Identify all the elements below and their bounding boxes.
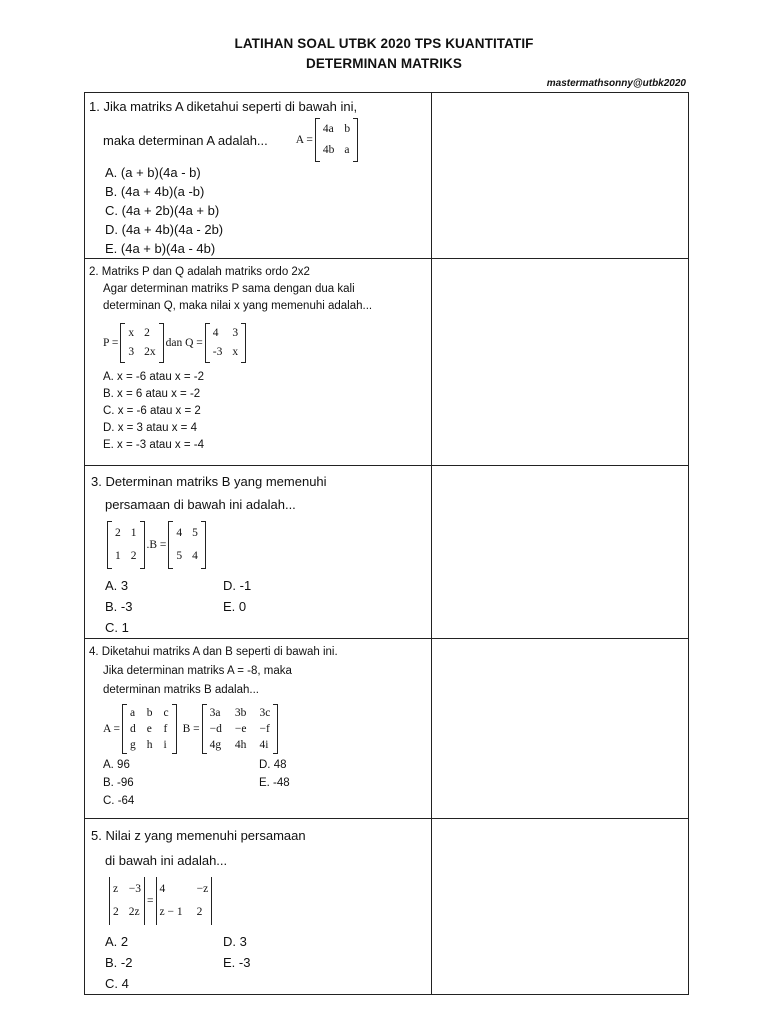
- question-table: [84, 92, 689, 995]
- question-text: maka determinan A adalah...: [103, 132, 268, 148]
- matrix-cell: 4i: [259, 739, 269, 751]
- matrix-right: [168, 521, 206, 569]
- matrix-cell: f: [163, 723, 168, 735]
- answer-cell-3: [431, 466, 688, 639]
- matrix-left: [107, 521, 145, 569]
- table-row: [85, 259, 689, 466]
- question-text: 1. Jika matriks A diketahui seperti di bawah ini,: [89, 99, 358, 114]
- matrix-cell: z: [113, 883, 119, 895]
- matrix-expression: [103, 323, 248, 363]
- matrix-label: B =: [182, 723, 200, 735]
- matrix-cell: 4h: [234, 739, 247, 751]
- answer-option: C. -64: [103, 795, 135, 807]
- matrix-cell: b: [146, 707, 153, 719]
- matrix-expression: [296, 118, 360, 162]
- matrix-cell: 4b: [322, 144, 335, 156]
- answer-option: D. x = 3 atau x = 4: [103, 422, 197, 434]
- answer-option: D. (4a + 4b)(4a - 2b): [105, 222, 224, 237]
- answer-option: B. -96: [103, 777, 134, 789]
- question-2: [85, 259, 431, 454]
- question-1: [85, 93, 431, 258]
- matrix-label: P =: [103, 336, 119, 349]
- matrix-expression: [103, 704, 280, 754]
- determinant-left: [109, 877, 145, 925]
- answer-option: C. (4a + 2b)(4a + b): [105, 203, 220, 218]
- answer-option: A. x = -6 atau x = -2: [103, 371, 204, 383]
- question-cell-1: [85, 93, 432, 259]
- matrix-cell: 2: [115, 527, 121, 539]
- matrix-expression: [105, 521, 208, 569]
- matrix-q: [205, 323, 246, 363]
- matrix-cell: 4: [192, 550, 198, 562]
- answer-option: B. (4a + 4b)(a -b): [105, 184, 205, 199]
- question-text: Agar determinan matriks P sama dengan dua kali: [103, 283, 355, 295]
- matrix-label: A =: [103, 723, 121, 735]
- question-3: [85, 466, 431, 638]
- answer-option: A. 3: [105, 578, 129, 593]
- matrix-cell: b: [344, 123, 351, 135]
- matrix-label: dan Q =: [165, 336, 203, 349]
- question-cell-3: [85, 466, 432, 639]
- answer-option: C. 4: [105, 976, 129, 991]
- matrix-cell: 3: [128, 346, 135, 358]
- matrix-cell: a: [344, 144, 350, 156]
- answer-cell-4: [431, 639, 688, 819]
- matrix-cell: −3: [128, 883, 141, 895]
- answer-cell-1: [431, 93, 688, 259]
- matrix-cell: 4g: [209, 739, 222, 751]
- matrix-p: [120, 323, 163, 363]
- matrix-cell: 4: [176, 527, 183, 539]
- matrix-cell: z − 1: [159, 906, 183, 918]
- matrix-cell: g: [130, 739, 136, 751]
- author-credit: mastermathsonny@utbk2020: [546, 78, 686, 89]
- question-text: persamaan di bawah ini adalah...: [105, 497, 296, 512]
- table-row: [85, 466, 689, 639]
- matrix-cell: 2x: [144, 346, 156, 358]
- matrix-cell: x: [128, 327, 135, 339]
- matrix-cell: −e: [234, 723, 247, 735]
- matrix-cell: a: [130, 707, 136, 719]
- matrix-cell: 3c: [259, 707, 271, 719]
- matrix-cell: 4: [159, 883, 166, 895]
- answer-option: D. 48: [259, 759, 287, 771]
- answer-option: E. x = -3 atau x = -4: [103, 439, 204, 451]
- answer-option: B. -2: [105, 955, 133, 970]
- matrix-label: A =: [295, 133, 313, 146]
- matrix-cell: 5: [176, 550, 183, 562]
- question-4: [85, 639, 431, 810]
- table-row: [85, 819, 689, 995]
- question-cell-2: [85, 259, 432, 466]
- matrix-cell: e: [146, 723, 152, 735]
- question-text: 4. Diketahui matriks A dan B seperti di bawah ini.: [89, 646, 338, 658]
- answer-option: D. 3: [223, 934, 247, 949]
- matrix-cell: 4a: [322, 123, 334, 135]
- answer-option: B. -3: [105, 599, 133, 614]
- question-5: [85, 819, 431, 994]
- matrix-cell: h: [146, 739, 153, 751]
- matrix-cell: -3: [212, 346, 223, 358]
- matrix-cell: i: [163, 739, 167, 751]
- answer-option: E. 0: [223, 599, 247, 614]
- answer-option: E. (4a + b)(4a - 4b): [105, 241, 216, 256]
- table-row: [85, 639, 689, 819]
- worksheet-subtitle: DETERMINAN MATRIKS: [305, 56, 463, 71]
- answer-option: E. -48: [259, 777, 290, 789]
- matrix-a: [122, 704, 177, 754]
- question-text: di bawah ini adalah...: [105, 853, 228, 868]
- matrix-cell: 3: [232, 327, 239, 339]
- question-text: 5. Nilai z yang memenuhi persamaan: [91, 828, 306, 843]
- matrix-label: .B =: [146, 538, 167, 551]
- matrix-cell: 3a: [209, 707, 221, 719]
- determinant-right: [156, 877, 213, 925]
- answer-option: C. x = -6 atau x = 2: [103, 405, 201, 417]
- determinant-expression: [107, 877, 214, 925]
- answer-cell-2: [431, 259, 688, 466]
- answer-option: D. -1: [223, 578, 252, 593]
- matrix-cell: 2: [113, 906, 119, 918]
- matrix-cell: 3b: [234, 707, 247, 719]
- worksheet-title: LATIHAN SOAL UTBK 2020 TPS KUANTITATIF: [234, 36, 534, 51]
- question-cell-5: [85, 819, 432, 995]
- matrix-a: [315, 118, 358, 162]
- answer-cell-5: [431, 819, 688, 995]
- question-text: determinan matriks B adalah...: [103, 684, 259, 696]
- matrix-cell: −z: [196, 883, 209, 895]
- matrix-cell: 2z: [128, 906, 140, 918]
- question-text: 2. Matriks P dan Q adalah matriks ordo 2x2: [89, 266, 310, 278]
- answer-option: A. 96: [103, 759, 130, 771]
- matrix-cell: 4: [212, 327, 219, 339]
- question-text: Jika determinan matriks A = -8, maka: [103, 665, 292, 677]
- matrix-cell: 1: [130, 527, 137, 539]
- answer-option: B. x = 6 atau x = -2: [103, 388, 201, 400]
- answer-option: E. -3: [223, 955, 251, 970]
- matrix-cell: −f: [259, 723, 270, 735]
- matrix-cell: d: [130, 723, 136, 735]
- matrix-cell: 2: [144, 327, 150, 339]
- answer-option: A. (a + b)(4a - b): [105, 165, 201, 180]
- matrix-cell: 5: [192, 527, 198, 539]
- answer-option: A. 2: [105, 934, 129, 949]
- question-text: determinan Q, maka nilai x yang memenuhi adalah...: [103, 300, 373, 312]
- answer-option: C. 1: [105, 620, 129, 635]
- matrix-cell: c: [163, 707, 169, 719]
- table-row: [85, 93, 689, 259]
- matrix-b: [202, 704, 279, 754]
- matrix-cell: x: [232, 346, 239, 358]
- matrix-cell: 2: [196, 906, 203, 918]
- equals-sign: =: [147, 894, 154, 907]
- matrix-cell: 1: [115, 550, 121, 562]
- matrix-cell: 2: [130, 550, 137, 562]
- matrix-cell: −d: [209, 723, 222, 735]
- question-text: 3. Determinan matriks B yang memenuhi: [91, 474, 327, 489]
- question-cell-4: [85, 639, 432, 819]
